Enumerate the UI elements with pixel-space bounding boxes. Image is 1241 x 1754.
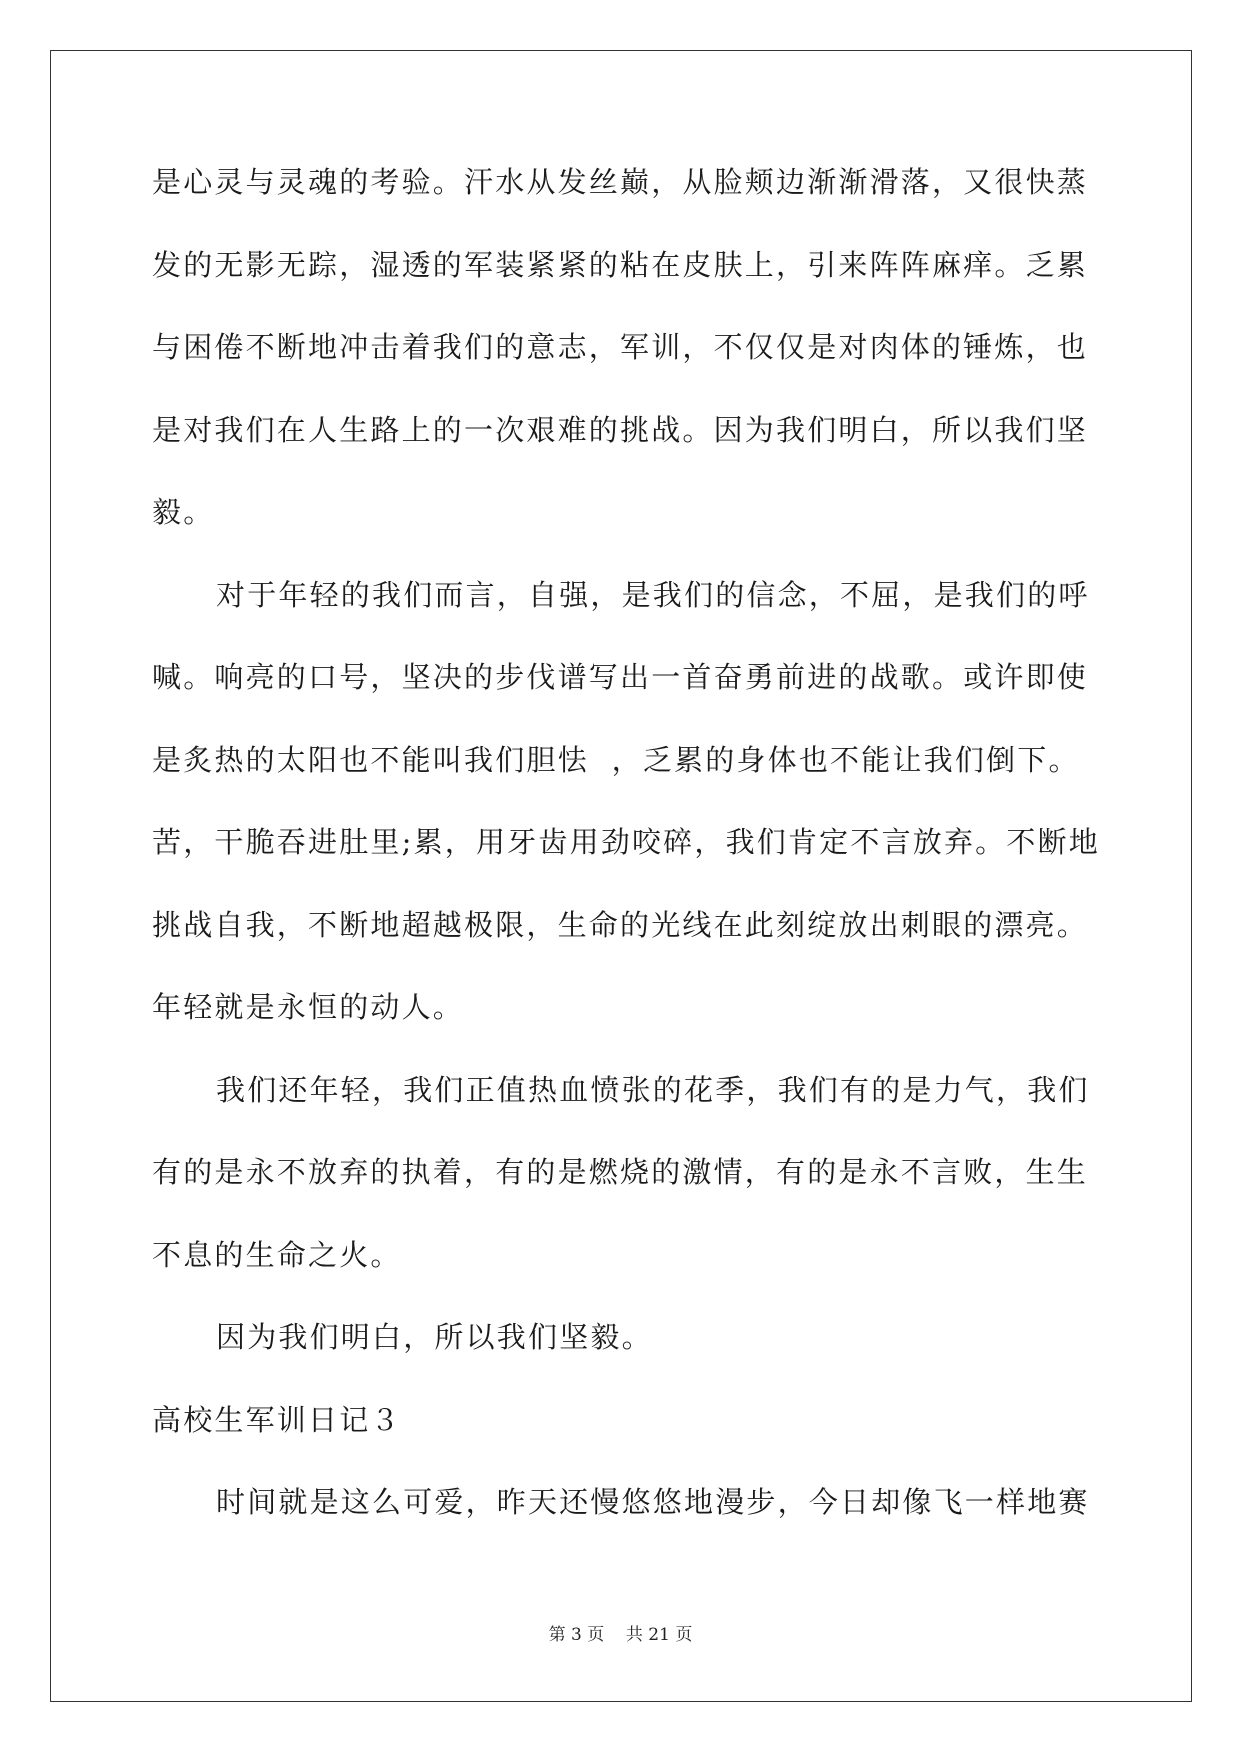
paragraph-first-line: 我们还年轻，我们正值热血愤张的花季，我们有的是力气，我们 (216, 1072, 1090, 1107)
text-line: 与困倦不断地冲击着我们的意志，军训，不仅仅是对肉体的锤炼，也 (152, 330, 1089, 364)
page-footer (0, 1624, 1241, 1646)
text-line: 喊。响亮的口号，坚决的步伐谱写出一首奋勇前进的战歌。或许即使 (152, 660, 1089, 694)
paragraph-first-line: 时间就是这么可爱，昨天还慢悠悠地漫步，今日却像飞一样地赛 (216, 1485, 1090, 1519)
paragraph-first-line: 因为我们明白，所以我们坚毅。 (216, 1320, 653, 1354)
text-line: 苦，干脆吞进肚里;累，用牙齿用劲咬碎，我们肯定不言放弃。不断地 (152, 825, 1100, 859)
text-line: 是炙热的太阳也不能叫我们胆怯 ，乏累的身体也不能让我们倒下。 (152, 742, 1080, 777)
page-number: 第 3 页 (548, 1625, 605, 1645)
text-line: 挑战自我，不断地超越极限，生命的光线在此刻绽放出刺眼的漂亮。 (152, 907, 1089, 942)
text-line: 毅。 (152, 495, 215, 529)
paragraph-first-line: 对于年轻的我们而言，自强，是我们的信念，不屈，是我们的呼 (216, 577, 1090, 612)
text-line: 有的是永不放弃的执着，有的是燃烧的激情，有的是永不言败，生生 (152, 1155, 1089, 1189)
text-line: 是对我们在人生路上的一次艰难的挑战。因为我们明白，所以我们坚 (152, 412, 1089, 447)
document-body (152, 162, 1100, 1565)
text-line: 年轻就是永恒的动人。 (152, 990, 465, 1024)
page-total: 共 21 页 (625, 1625, 693, 1645)
text-line: 发的无影无踪，湿透的军装紧紧的粘在皮肤上，引来阵阵麻痒。乏累 (152, 247, 1089, 282)
section-heading: 高校生军训日记３ (152, 1402, 402, 1437)
text-line: 不息的生命之火。 (152, 1237, 402, 1272)
text-line: 是心灵与灵魂的考验。汗水从发丝巅，从脸颊边渐渐滑落，又很快蒸 (152, 165, 1089, 199)
